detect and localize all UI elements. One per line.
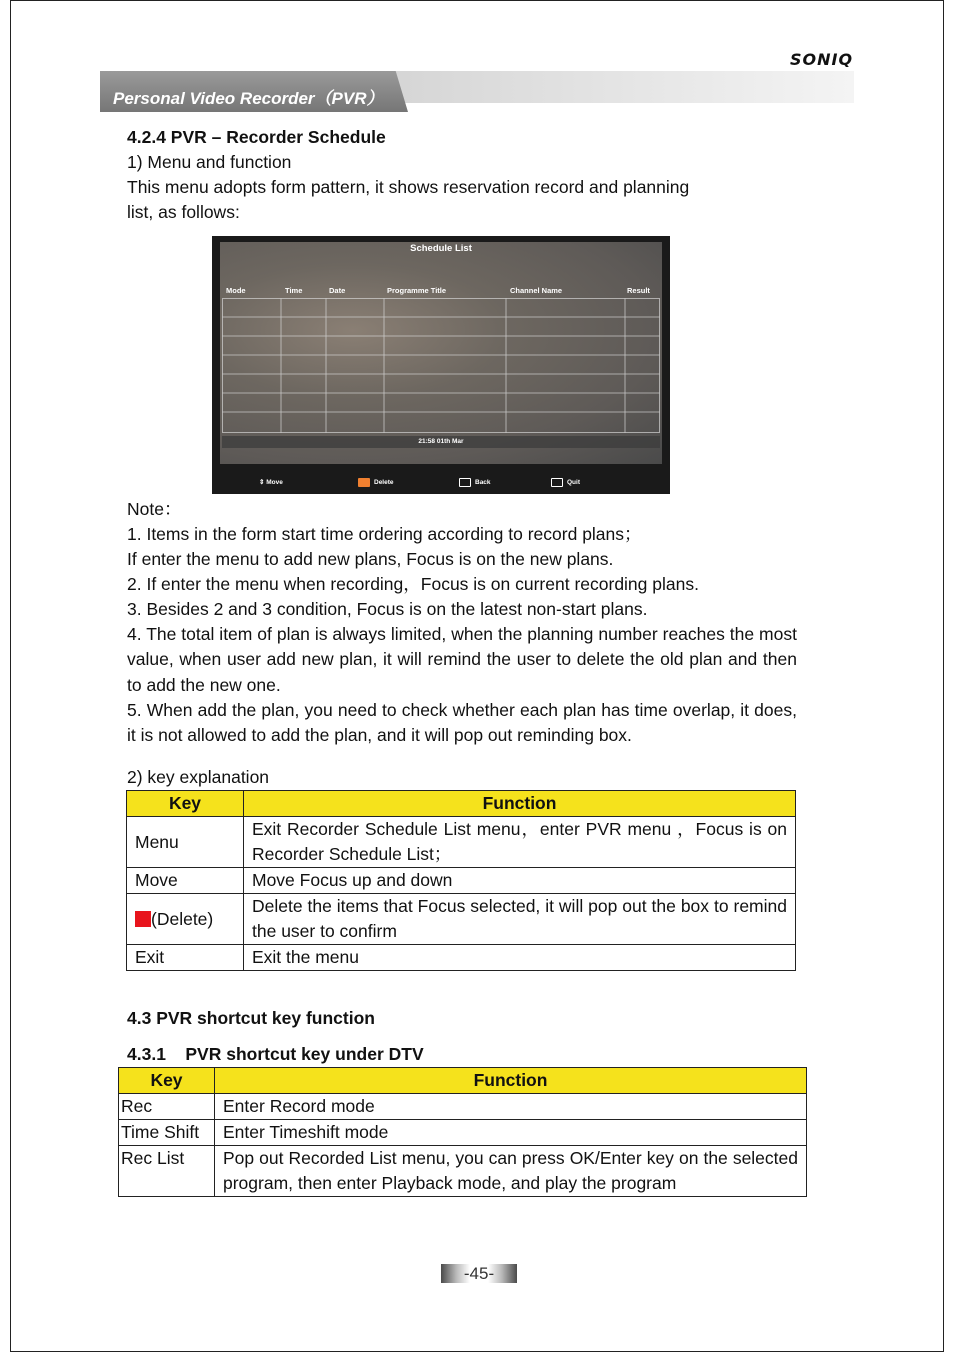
note-title: Note：: [127, 499, 182, 519]
table-row: [127, 945, 796, 971]
header-function: Function: [215, 1068, 807, 1094]
function-cell: Exit Recorder Schedule List menu，enter PVR menu ，Focus is on Recorder Schedule List；: [244, 817, 796, 868]
function-cell: Move Focus up and down: [244, 868, 796, 894]
schedule-list-title: Schedule List: [410, 243, 472, 254]
key-cell: Exit: [127, 945, 244, 971]
table-row: [127, 817, 796, 868]
subheading-menu-function: 1) Menu and function: [127, 152, 292, 172]
red-key-icon: [135, 911, 151, 927]
heading-431: 4.3.1 PVR shortcut key under DTV: [127, 1044, 424, 1064]
col-programme-title: Programme Title: [387, 286, 447, 295]
page-number: -45-: [441, 1264, 517, 1283]
footer-quit: [551, 478, 580, 487]
function-cell: Pop out Recorded List menu, you can press OK/Enter key on the selected program, then enter Playback mode, and play the program: [215, 1146, 807, 1197]
table-row: [119, 1094, 807, 1120]
note-1b: If enter the menu to add new plans, Focus is on the new plans.: [127, 549, 614, 569]
exit-key-icon: [551, 478, 563, 487]
back-key-icon: [459, 478, 471, 487]
key-label: (Delete): [151, 908, 214, 929]
key-cell: Time Shift: [119, 1120, 215, 1146]
key-cell: Menu: [127, 817, 244, 868]
footer-quit-label: Quit: [567, 479, 580, 487]
table-row: [127, 894, 796, 945]
table-header-row: [119, 1068, 807, 1094]
footer-back: [459, 478, 491, 487]
table-row: [119, 1120, 807, 1146]
note-3: 3. Besides 2 and 3 condition, Focus is on the latest non-start plans.: [127, 599, 648, 619]
intro-line-2: list, as follows:: [127, 202, 240, 222]
heading-43: 4.3 PVR shortcut key function: [127, 1008, 375, 1028]
footer-move-label: Move: [266, 479, 283, 486]
note-4: 4. The total item of plan is always limited, when the planning number reaches the most value, when user add new plan, it will remind the user to delete the old plan and then to add the new one.: [127, 624, 797, 695]
schedule-list-screenshot: [212, 236, 670, 494]
red-key-icon: [358, 478, 370, 487]
note-1a: 1. Items in the form start time ordering according to record plans；: [127, 524, 642, 544]
footer-move: [259, 478, 283, 486]
heading-424: 4.2.4 PVR – Recorder Schedule: [127, 127, 386, 147]
function-cell: Exit the menu: [244, 945, 796, 971]
note-2: 2. If enter the menu when recording，Focus is on current recording plans.: [127, 574, 699, 594]
brand-logo: SONIQ: [790, 50, 854, 69]
table-row: [127, 868, 796, 894]
key-cell: Rec: [119, 1094, 215, 1120]
table-row: [119, 1146, 807, 1197]
key-cell-delete: [127, 894, 244, 945]
schedule-grid: [222, 298, 660, 433]
col-mode: Mode: [226, 286, 246, 295]
col-date: Date: [329, 286, 346, 295]
key-explanation-label: 2) key explanation: [127, 767, 270, 787]
function-cell: Enter Timeshift mode: [215, 1120, 807, 1146]
header-key: Key: [119, 1068, 215, 1094]
intro-line-1: This menu adopts form pattern, it shows reservation record and planning: [127, 177, 690, 197]
key-cell: Move: [127, 868, 244, 894]
clock-bar: 21:58 01th Mar: [222, 436, 660, 448]
dtv-shortcut-table: [118, 1067, 807, 1197]
table-header-row: [127, 791, 796, 817]
footer-back-label: Back: [475, 479, 491, 487]
key-cell: Rec List: [119, 1146, 215, 1197]
section-title: Personal Video Recorder（PVR）: [113, 89, 384, 108]
col-time: Time: [285, 286, 303, 295]
function-cell: Delete the items that Focus selected, it will pop out the box to remind the user to confirm: [244, 894, 796, 945]
footer-delete-label: Delete: [374, 479, 394, 487]
col-channel-name: Channel Name: [510, 286, 563, 295]
header-key: Key: [127, 791, 244, 817]
col-result: Result: [627, 286, 650, 295]
function-cell: Enter Record mode: [215, 1094, 807, 1120]
footer-delete: [358, 478, 394, 487]
key-explanation-table: [126, 790, 796, 971]
updown-icon: ⇕: [259, 479, 265, 486]
header-function: Function: [244, 791, 796, 817]
note-5: 5. When add the plan, you need to check whether each plan has time overlap, it does, it is not allowed to add the plan, and it will pop out reminding box.: [127, 700, 797, 746]
